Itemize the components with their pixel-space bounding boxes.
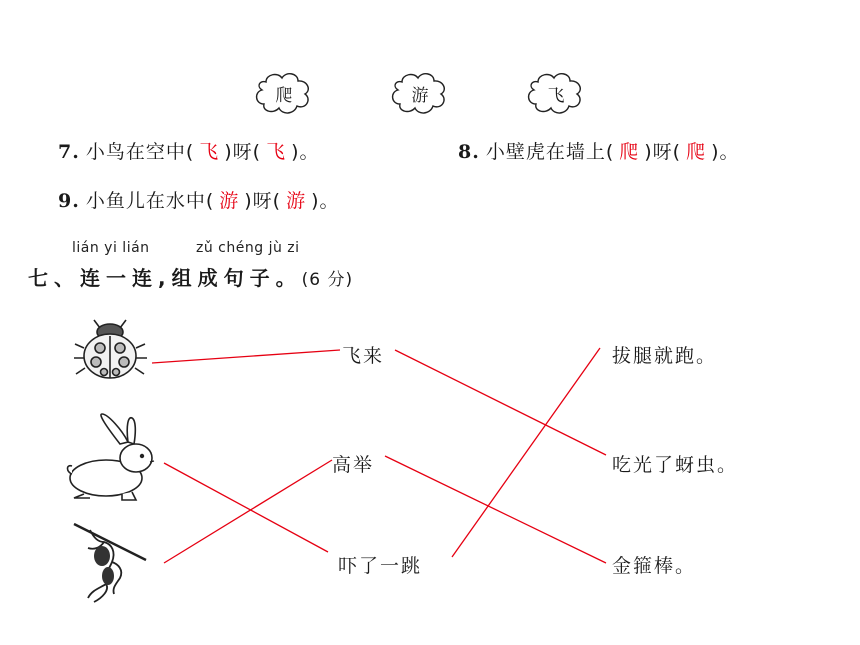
- match-line-rabbit-startled: [164, 463, 328, 552]
- question-mid: )呀(: [244, 190, 282, 212]
- answer-2: 游: [286, 190, 307, 212]
- question-end: )。: [291, 141, 320, 163]
- match-line-ladybug-fly: [152, 350, 340, 363]
- verb-fly-to[interactable]: 飞来: [342, 345, 385, 367]
- answer-1: 游: [219, 190, 240, 212]
- match-line-raise-staff: [385, 456, 606, 563]
- hint-word-1: 爬: [275, 86, 293, 106]
- section-pinyin-2: zǔ chéng jù zi: [196, 240, 300, 256]
- question-end: )。: [311, 190, 340, 212]
- answer-1: 爬: [619, 141, 640, 163]
- hint-word-3: 飞: [547, 86, 565, 106]
- question-text: 小壁虎在墙上(: [485, 141, 615, 163]
- hint-word-2: 游: [411, 86, 429, 106]
- answer-2: 飞: [266, 141, 287, 163]
- match-line-monkey-raise: [164, 460, 332, 563]
- result-ate-aphids[interactable]: 吃光了蚜虫。: [612, 454, 739, 476]
- question-number: 7.: [58, 141, 80, 163]
- match-line-fly-aphids: [395, 350, 606, 455]
- question-mid: )呀(: [224, 141, 262, 163]
- question-number: 8.: [458, 141, 480, 163]
- question-text: 小鱼儿在水中(: [85, 190, 215, 212]
- answer-2: 爬: [686, 141, 707, 163]
- question-text: 小鸟在空中(: [85, 141, 195, 163]
- verb-raise-high[interactable]: 高举: [332, 454, 375, 476]
- question-number: 9.: [58, 190, 80, 212]
- section-title-text: 七、连一连,组成句子。: [28, 266, 302, 290]
- result-run-away[interactable]: 拔腿就跑。: [612, 345, 718, 367]
- answer-1: 飞: [199, 141, 220, 163]
- result-golden-staff[interactable]: 金箍棒。: [612, 555, 697, 577]
- match-line-startled-run: [452, 348, 600, 557]
- verb-startled[interactable]: 吓了一跳: [338, 555, 423, 577]
- question-end: )。: [711, 141, 740, 163]
- section-pinyin-1: lián yi lián: [72, 240, 150, 256]
- section-score: (6 分): [301, 270, 354, 290]
- question-mid: )呀(: [644, 141, 682, 163]
